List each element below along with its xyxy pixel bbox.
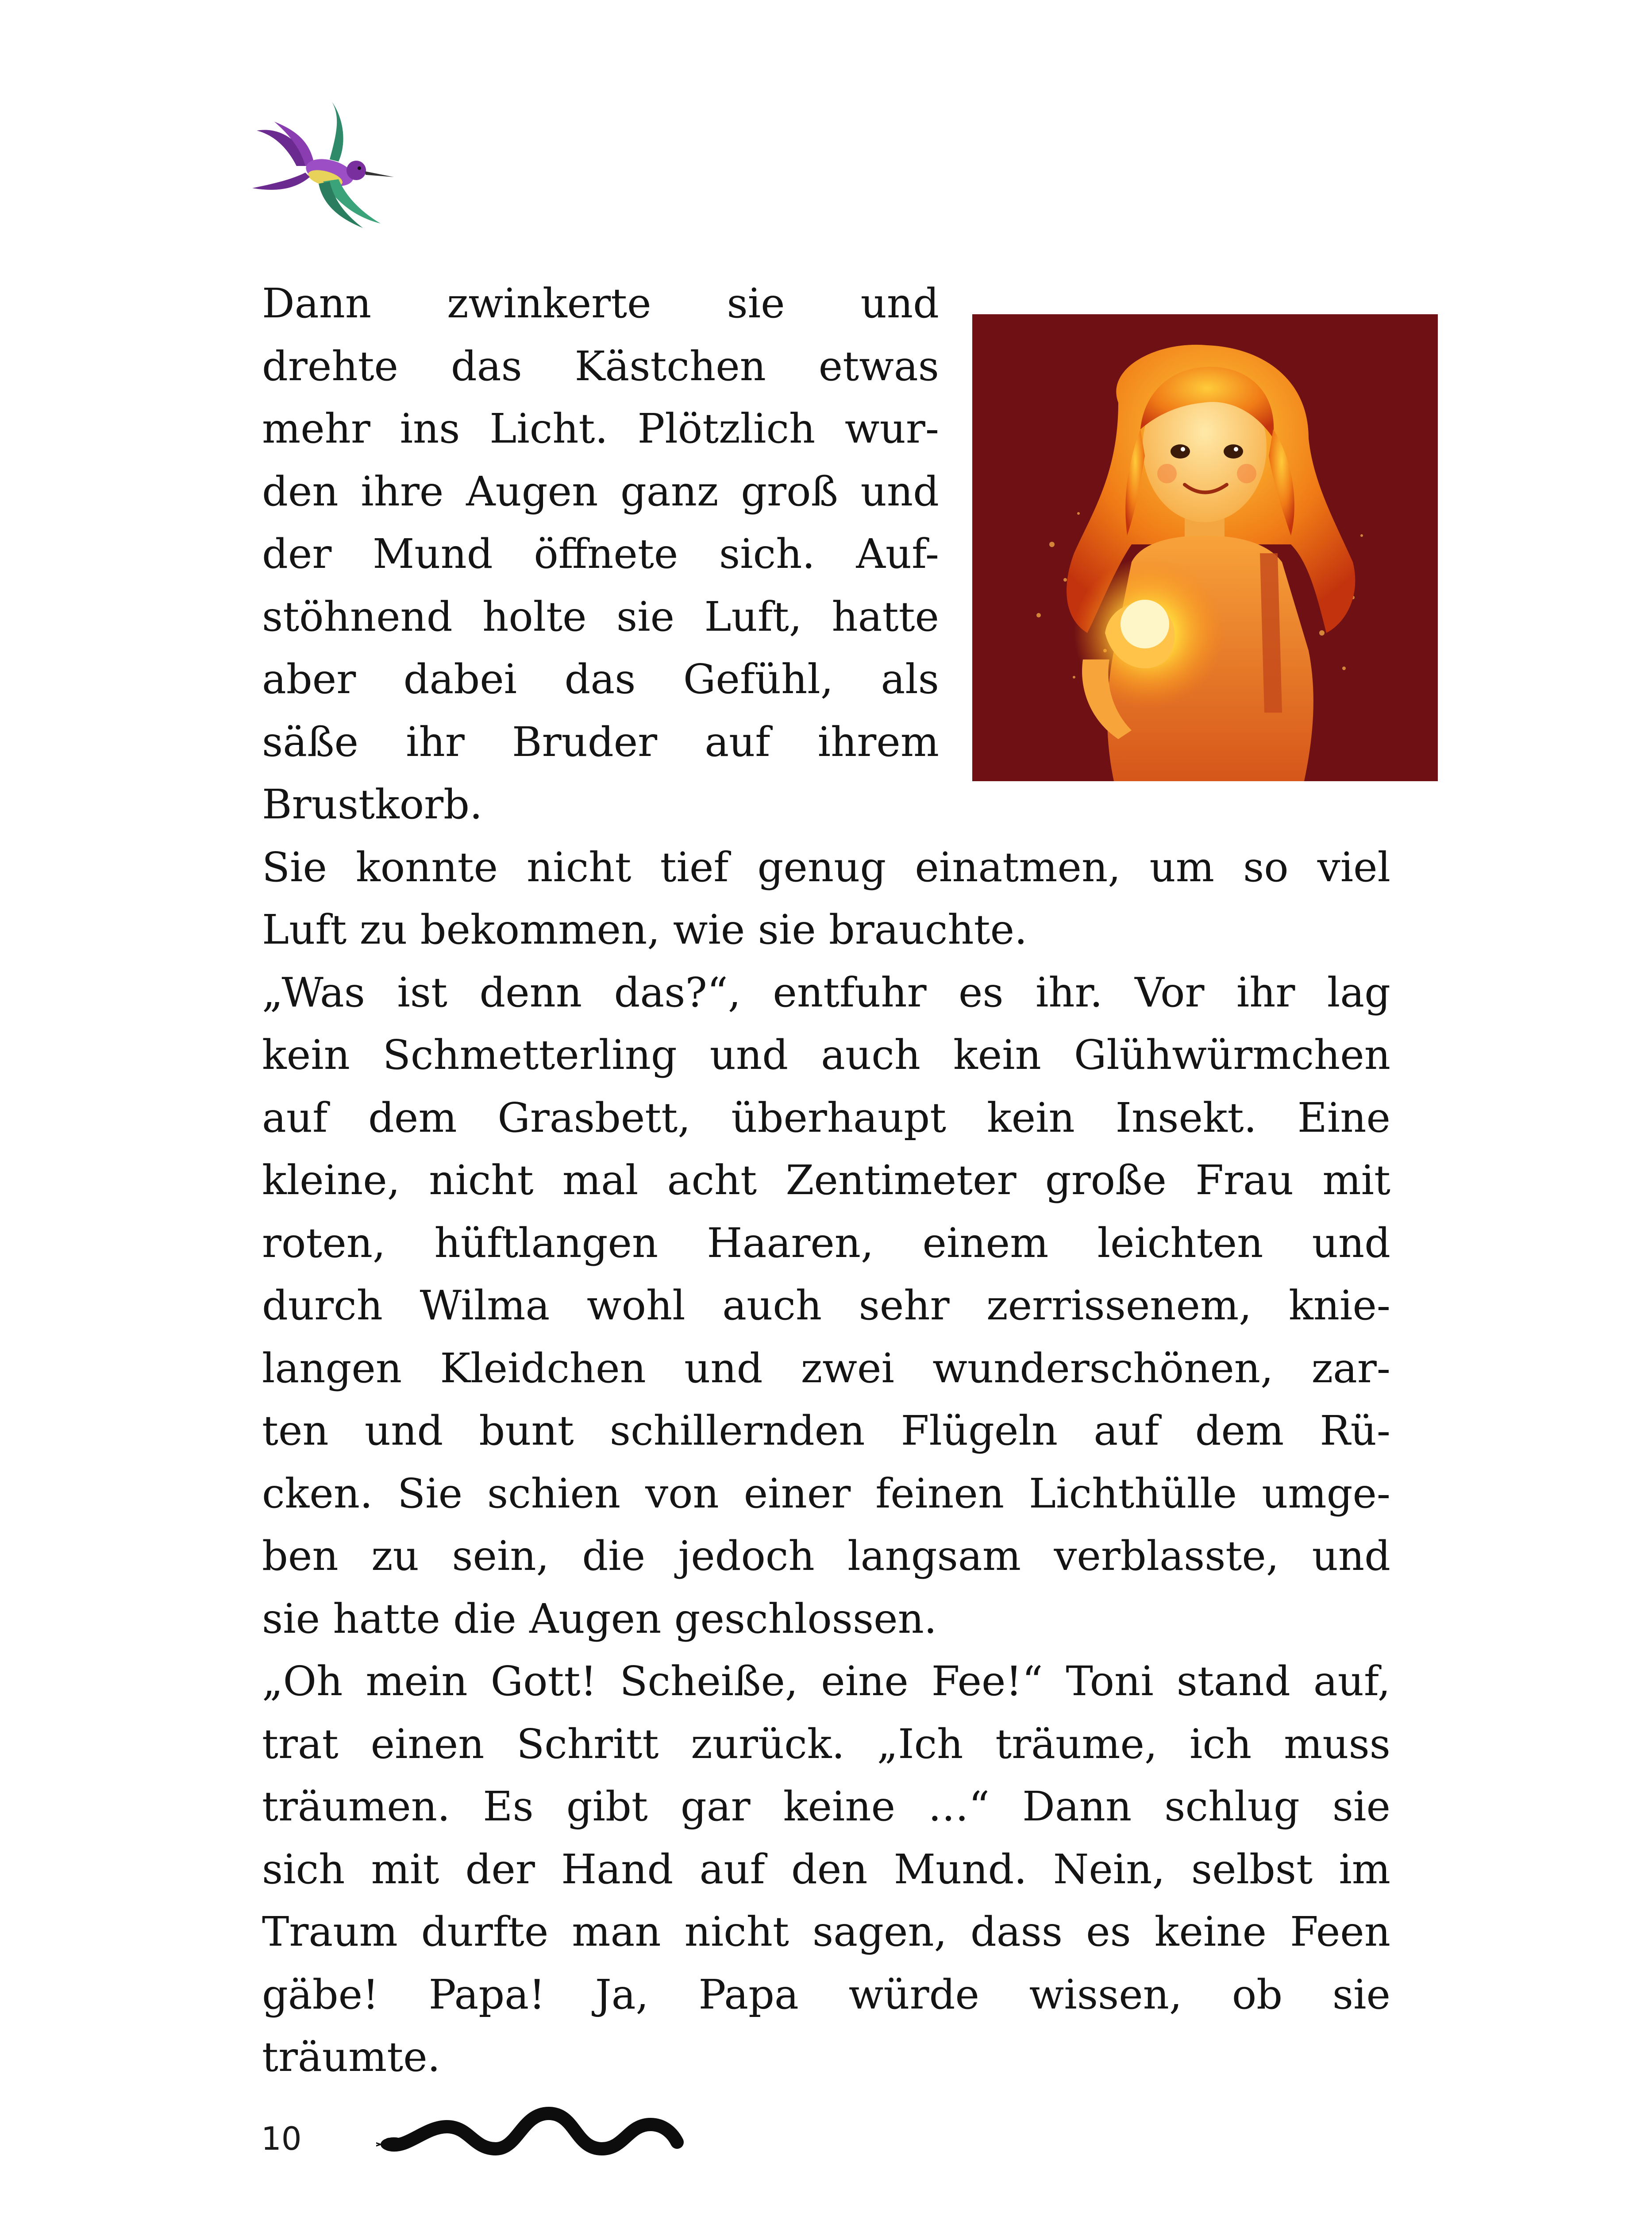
paragraph-3 xyxy=(262,961,1390,1650)
snake-icon xyxy=(376,2100,686,2162)
text-line: mehr ins Licht. Plötzlich wur- xyxy=(262,405,939,452)
text-line: cken. Sie schien von einer feinen Lichthülle umge- xyxy=(262,1469,1390,1517)
text-line: gäbe! Papa! Ja, Papa würde wissen, ob sie xyxy=(262,1970,1390,2018)
text-line: „Oh mein Gott! Scheiße, eine Fee!“ Toni stand auf, xyxy=(262,1658,1390,1705)
text-line: stöhnend holte sie Luft, hatte xyxy=(262,593,939,640)
text-line: Sie konnte nicht tief genug einatmen, um so viel xyxy=(262,843,1390,891)
page-number: 10 xyxy=(261,2120,302,2157)
text-line: aber dabei das Gefühl, als xyxy=(262,655,939,703)
paragraph-2 xyxy=(262,836,1390,961)
text-line: träumen. Es gibt gar keine …“ Dann schlug sie xyxy=(262,1783,1390,1830)
paragraph-1 xyxy=(262,272,939,836)
text-line: Brustkorb. xyxy=(262,781,483,828)
text-line: sich mit der Hand auf den Mund. Nein, selbst im xyxy=(262,1845,1390,1893)
text-line: trat einen Schritt zurück. „Ich träume, ich muss xyxy=(262,1720,1390,1768)
text-line: träumte. xyxy=(262,2033,440,2081)
text-line: sie hatte die Augen geschlossen. xyxy=(262,1595,937,1642)
text-line: der Mund öffnete sich. Auf- xyxy=(262,530,939,578)
paragraph-4 xyxy=(262,1650,1390,2089)
text-line: durch Wilma wohl auch sehr zerrissenem, knie- xyxy=(262,1282,1390,1329)
text-line: „Was ist denn das?“, entfuhr es ihr. Vor ihr lag xyxy=(262,968,1390,1016)
text-line: den ihre Augen ganz groß und xyxy=(262,467,939,515)
text-line: kein Schmetterling und auch kein Glühwürmchen xyxy=(262,1031,1390,1079)
text-line: Dann zwinkerte sie und xyxy=(262,280,939,327)
text-line: Traum durfte man nicht sagen, dass es keine Feen xyxy=(262,1908,1390,1955)
text-line: drehte das Kästchen etwas xyxy=(262,342,939,390)
text-line: kleine, nicht mal acht Zentimeter große Frau mit xyxy=(262,1157,1390,1204)
text-line: Luft zu bekommen, wie sie brauchte. xyxy=(262,906,1028,953)
text-line: roten, hüftlangen Haaren, einem leichten und xyxy=(262,1219,1390,1267)
body-text xyxy=(262,272,1390,2089)
text-line: säße ihr Bruder auf ihrem xyxy=(262,718,939,766)
text-line: auf dem Grasbett, überhaupt kein Insekt. Eine xyxy=(262,1094,1390,1141)
hummingbird-icon xyxy=(248,100,398,232)
text-line: ten und bunt schillernden Flügeln auf dem Rü- xyxy=(262,1407,1390,1454)
text-line: langen Kleidchen und zwei wunderschönen, zar- xyxy=(262,1344,1390,1392)
text-line: ben zu sein, die jedoch langsam verblasste, und xyxy=(262,1532,1390,1580)
